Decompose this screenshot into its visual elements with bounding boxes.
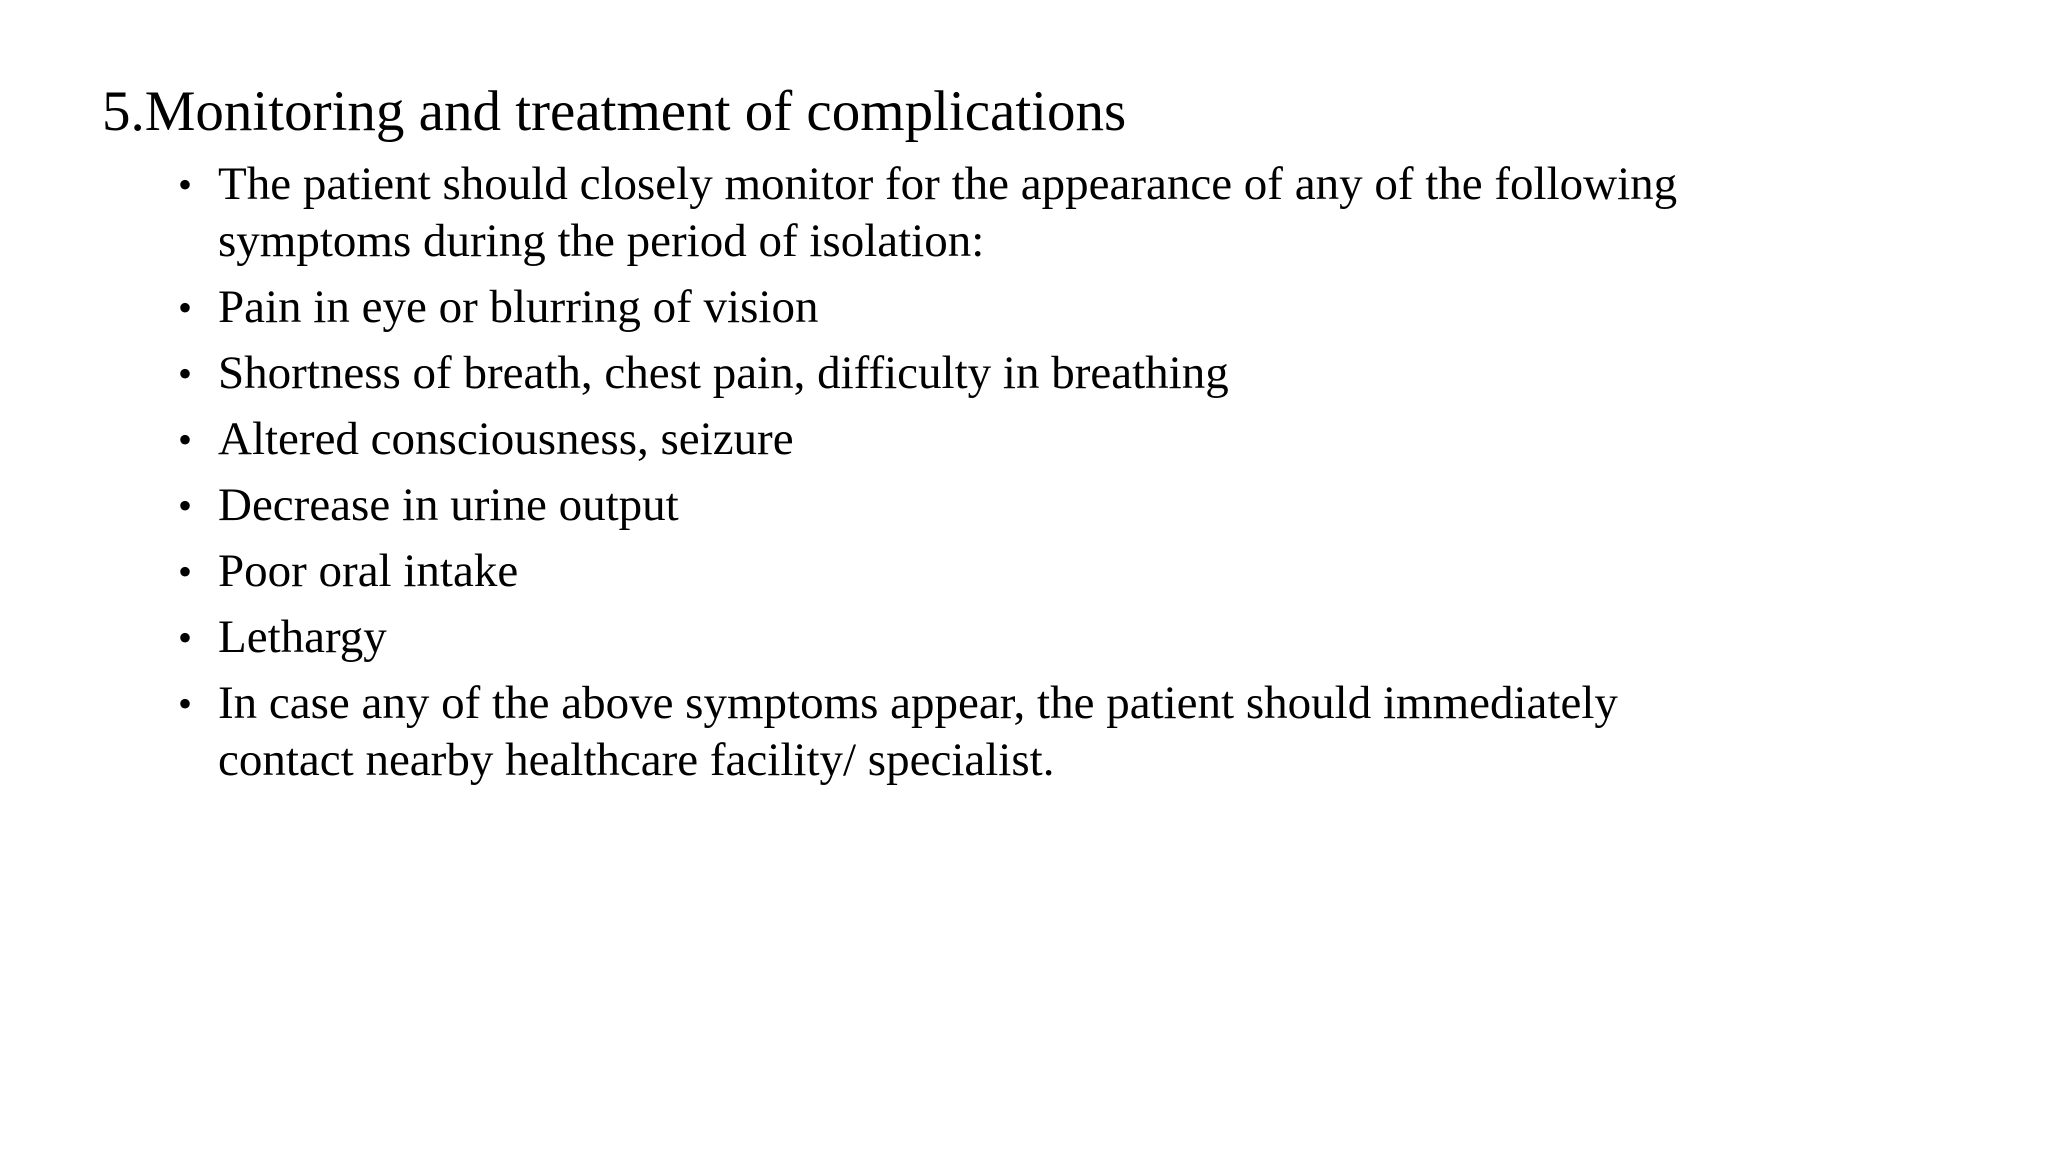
list-item	[178, 675, 1898, 789]
bullet-text-line: Lethargy	[218, 611, 387, 663]
bullet-icon: •	[178, 549, 193, 594]
bullet-icon: •	[178, 615, 193, 660]
list-item	[178, 279, 1898, 336]
list-item	[178, 345, 1898, 402]
list-item	[178, 156, 1898, 270]
bullet-text-line: Pain in eye or blurring of vision	[218, 281, 819, 333]
bullet-icon: •	[178, 162, 193, 207]
bullet-icon: •	[178, 681, 193, 726]
bullet-icon: •	[178, 351, 193, 396]
list-item	[178, 411, 1898, 468]
bullet-text-line: The patient should closely monitor for the appearance of any of the following	[218, 158, 1678, 210]
bullet-icon: •	[178, 483, 193, 528]
list-item	[178, 609, 1898, 666]
bullet-text-line: Shortness of breath, chest pain, difficulty in breathing	[218, 347, 1229, 399]
bullet-text-line: In case any of the above symptoms appear, the patient should immediately	[218, 677, 1618, 729]
bullet-icon: •	[178, 417, 193, 462]
bullet-icon: •	[178, 285, 193, 330]
bullet-text-line: Decrease in urine output	[218, 479, 679, 531]
bullet-text-line: symptoms during the period of isolation:	[218, 215, 985, 267]
bullet-text-line: Poor oral intake	[218, 545, 519, 597]
bullet-list	[178, 156, 1898, 798]
list-item	[178, 543, 1898, 600]
bullet-text-line: Altered consciousness, seizure	[218, 413, 794, 465]
bullet-text-line: contact nearby healthcare facility/ specialist.	[218, 734, 1055, 786]
slide-heading: 5.Monitoring and treatment of complications	[102, 80, 1127, 143]
list-item	[178, 477, 1898, 534]
